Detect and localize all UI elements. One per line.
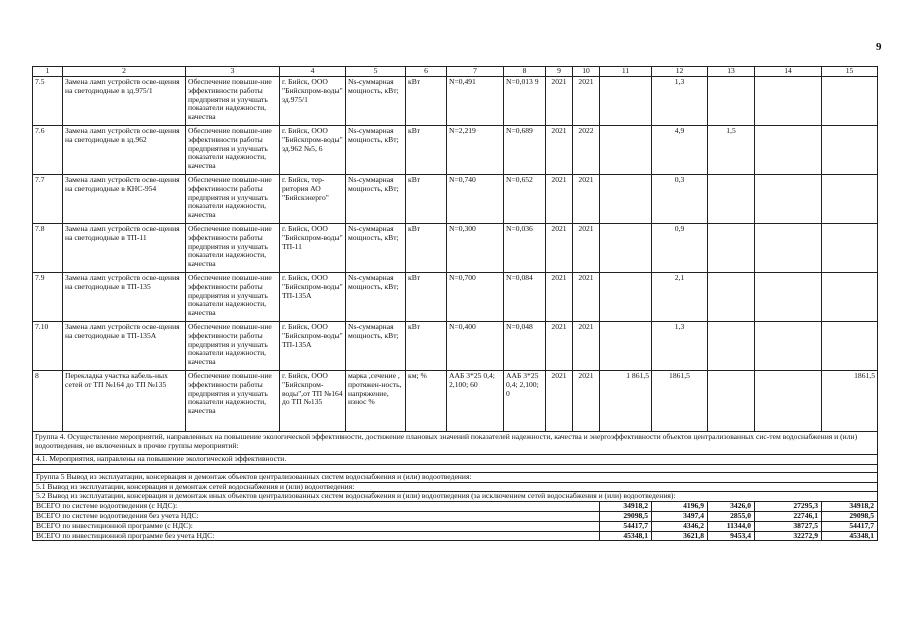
unit: кВт (406, 77, 447, 126)
value-before: N=0,491 (447, 77, 504, 126)
cost-year-1: 1861,5 (652, 371, 708, 432)
total-col-11: 29098,5 (600, 511, 652, 521)
total-col-13: 9453,4 (708, 531, 755, 541)
table-row (33, 175, 878, 224)
column-number-14: 14 (755, 67, 822, 77)
column-number-13: 13 (708, 67, 755, 77)
column-number-4: 4 (280, 67, 346, 77)
end-year: 2021 (573, 273, 600, 322)
cost-year-3 (755, 126, 822, 175)
table-row (33, 77, 878, 126)
start-year: 2021 (546, 273, 573, 322)
value-before: N=0,300 (447, 224, 504, 273)
location: г. Бийск, ООО "Бийскпром-воды" ТП-11 (280, 224, 346, 273)
end-year: 2021 (573, 77, 600, 126)
total-col-13: 2855,0 (708, 511, 755, 521)
total-label: ВСЕГО по системе водоотведения без учета НДС: (33, 511, 600, 521)
value-after: N=0,084 (504, 273, 546, 322)
column-number-9: 9 (546, 67, 573, 77)
start-year: 2021 (546, 126, 573, 175)
measure-name: Перекладка участка кабель-ных сетей от ТП №164 до ТП №135 (63, 371, 186, 432)
end-year: 2022 (573, 126, 600, 175)
measure-goal: Обеспечение повыше-ние эффективности работы предприятия и улучшать показатели надежности, качества (186, 273, 280, 322)
cost-year-1: 0,3 (652, 175, 708, 224)
cost-year-3 (755, 224, 822, 273)
column-number-7: 7 (447, 67, 504, 77)
blank-row (33, 464, 878, 472)
location: г. Бийск, тер-ритория АО "Бийскэнерго" (280, 175, 346, 224)
start-year: 2021 (546, 322, 573, 371)
measure-name: Замена ламп устройств осве-щения на светодиодные в ТП-135 (63, 273, 186, 322)
unit: кВт (406, 224, 447, 273)
total-col-15: 29098,5 (822, 511, 878, 521)
cost-year-2 (708, 224, 755, 273)
group-5-heading (33, 472, 878, 482)
value-before: N=2,219 (447, 126, 504, 175)
unit: кВт (406, 273, 447, 322)
column-number-15: 15 (822, 67, 878, 77)
end-year: 2021 (573, 371, 600, 432)
measure-goal: Обеспечение повыше-ние эффективности работы предприятия и улучшать показатели надежности, качества (186, 371, 280, 432)
value-before: N=0,700 (447, 273, 504, 322)
total-col-13: 11344,0 (708, 521, 755, 531)
total-row (33, 502, 878, 512)
cost-year-3 (755, 322, 822, 371)
section-5-1-text: 5.1 Вывод из эксплуатации, консервация и демонтаж сетей водоснабжения и (или) водоотведения: (33, 482, 878, 492)
cost-total (600, 322, 652, 371)
cost-col-15 (822, 175, 878, 224)
cost-year-3 (755, 273, 822, 322)
value-before: N=0,400 (447, 322, 504, 371)
cost-year-3 (755, 77, 822, 126)
item-number: 7.10 (33, 322, 63, 371)
total-col-11: 45348,1 (600, 531, 652, 541)
cost-col-15: 1861,5 (822, 371, 878, 432)
parameter: Ns-суммарная мощность, кВт; (346, 77, 406, 126)
table-row (33, 126, 878, 175)
end-year: 2021 (573, 322, 600, 371)
cost-year-1: 2,1 (652, 273, 708, 322)
parameter: Ns-суммарная мощность, кВт; (346, 224, 406, 273)
value-before: N=0,740 (447, 175, 504, 224)
section-5-2-text: 5.2 Вывод из эксплуатации, консервация и демонтаж иных объектов централизованных систем водоснабжения и (или) водоотведения (за исключением сетей водоснабжения и (или) водоотведения): (33, 492, 878, 502)
column-number-3: 3 (186, 67, 280, 77)
blank-row-text (33, 464, 878, 472)
cost-col-15 (822, 322, 878, 371)
measure-name: Замена ламп устройств осве-щения на светодиодные в ТП-11 (63, 224, 186, 273)
group-4-heading-text: Группа 4. Осуществление мероприятий, направленных на повышение экологической эффективности, достижение плановых значений показателей надежности, качества и энергоэффективности объектов централизованных сис-тем водоснабжения и (или) водоотведения, не включенных в прочие группы мероприятий: (33, 432, 878, 455)
column-number-5: 5 (346, 67, 406, 77)
total-row (33, 521, 878, 531)
cost-year-1: 1,3 (652, 322, 708, 371)
location: г. Бийск, ООО "Бийскпром-воды" ТП-135А (280, 322, 346, 371)
table-row (33, 273, 878, 322)
cost-total (600, 126, 652, 175)
total-label: ВСЕГО по системе водоотведения (с НДС): (33, 502, 600, 512)
unit: км; % (406, 371, 447, 432)
start-year: 2021 (546, 175, 573, 224)
cost-year-2 (708, 371, 755, 432)
end-year: 2021 (573, 175, 600, 224)
total-label: ВСЕГО по инвестиционной программе без учета НДС: (33, 531, 600, 541)
start-year: 2021 (546, 371, 573, 432)
cost-year-3 (755, 175, 822, 224)
column-number-11: 11 (600, 67, 652, 77)
cost-total (600, 77, 652, 126)
value-after: N=0,036 (504, 224, 546, 273)
column-number-8: 8 (504, 67, 546, 77)
column-number-10: 10 (573, 67, 600, 77)
total-col-14: 32272,9 (755, 531, 822, 541)
total-col-12: 3621,8 (652, 531, 708, 541)
parameter: Ns-суммарная мощность, кВт; (346, 322, 406, 371)
group-5-heading-text: Группа 5 Вывод из эксплуатации, консервация и демонтаж объектов централизованных систем водоснабжения и (или) водоотведения: (33, 472, 878, 482)
cost-total (600, 175, 652, 224)
measure-goal: Обеспечение повыше-ние эффективности работы предприятия и улучшать показатели надежности, качества (186, 175, 280, 224)
location: г. Бийск, ООО "Бийскпром-воды" ТП-135А (280, 273, 346, 322)
total-col-15: 45348,1 (822, 531, 878, 541)
measure-goal: Обеспечение повыше-ние эффективности работы предприятия и улучшать показатели надежности, качества (186, 126, 280, 175)
parameter: Ns-суммарная мощность, кВт; (346, 126, 406, 175)
cost-year-2 (708, 175, 755, 224)
measure-name: Замена ламп устройств осве-щения на светодиодные в зд.975/1 (63, 77, 186, 126)
investment-program-table (32, 66, 878, 541)
measure-goal: Обеспечение повыше-ние эффективности работы предприятия и улучшать показатели надежности, качества (186, 322, 280, 371)
total-col-12: 3497,4 (652, 511, 708, 521)
measure-name: Замена ламп устройств осве-щения на светодиодные в ТП-135А (63, 322, 186, 371)
measure-name: Замена ламп устройств осве-щения на светодиодные в зд.962 (63, 126, 186, 175)
total-row (33, 511, 878, 521)
total-col-15: 34918,2 (822, 502, 878, 512)
value-before: ААБ 3*25 0,4; 2,100; 60 (447, 371, 504, 432)
value-after: ААБ 3*25 0,4; 2,100; 0 (504, 371, 546, 432)
start-year: 2021 (546, 77, 573, 126)
total-col-11: 54417,7 (600, 521, 652, 531)
item-number: 7.9 (33, 273, 63, 322)
section-4-1 (33, 455, 878, 465)
unit: кВт (406, 126, 447, 175)
cost-col-15 (822, 126, 878, 175)
cost-total (600, 273, 652, 322)
item-number: 7.8 (33, 224, 63, 273)
location: г. Бийск, ООО "Бийскпром-воды" зд.975/1 (280, 77, 346, 126)
section-4-1-text: 4.1. Мероприятия, направлены на повышение экологической эффективности. (33, 455, 878, 465)
total-row (33, 531, 878, 541)
cost-year-2: 1,5 (708, 126, 755, 175)
unit: кВт (406, 322, 447, 371)
unit: кВт (406, 175, 447, 224)
total-col-14: 27295,3 (755, 502, 822, 512)
total-col-14: 22746,1 (755, 511, 822, 521)
cost-year-1: 4,9 (652, 126, 708, 175)
total-col-14: 38727,5 (755, 521, 822, 531)
column-number-row (33, 67, 878, 77)
cost-total (600, 224, 652, 273)
item-number: 8 (33, 371, 63, 432)
table-row (33, 322, 878, 371)
measure-name: Замена ламп устройств осве-щения на светодиодные в КНС-954 (63, 175, 186, 224)
cost-year-1: 1,3 (652, 77, 708, 126)
item-number: 7.7 (33, 175, 63, 224)
section-5-2 (33, 492, 878, 502)
page-number: 9 (876, 41, 882, 53)
location: г. Бийск, ООО "Бийскпром-воды" зд.962 №5, 6 (280, 126, 346, 175)
start-year: 2021 (546, 224, 573, 273)
cost-col-15 (822, 224, 878, 273)
cost-total: 1 861,5 (600, 371, 652, 432)
column-number-2: 2 (63, 67, 186, 77)
cost-col-15 (822, 77, 878, 126)
cost-year-2 (708, 273, 755, 322)
total-label: ВСЕГО по инвестиционной программе (с НДС): (33, 521, 600, 531)
location: г. Бийск, ООО "Бийскпром-воды",от ТП №164 до ТП №135 (280, 371, 346, 432)
value-after: N=0,652 (504, 175, 546, 224)
column-number-12: 12 (652, 67, 708, 77)
parameter: марка ,сечение , протяжен-ность, напряжение, износ % (346, 371, 406, 432)
total-col-15: 54417,7 (822, 521, 878, 531)
item-number: 7.6 (33, 126, 63, 175)
total-col-12: 4196,9 (652, 502, 708, 512)
value-after: N=0,048 (504, 322, 546, 371)
measure-goal: Обеспечение повыше-ние эффективности работы предприятия и улучшать показатели надежности, качества (186, 224, 280, 273)
total-col-12: 4346,2 (652, 521, 708, 531)
cost-year-3 (755, 371, 822, 432)
total-col-11: 34918,2 (600, 502, 652, 512)
table-row (33, 224, 878, 273)
section-5-1 (33, 482, 878, 492)
column-number-6: 6 (406, 67, 447, 77)
total-col-13: 3426,0 (708, 502, 755, 512)
cost-year-1: 0,9 (652, 224, 708, 273)
parameter: Ns-суммарная мощность, кВт; (346, 175, 406, 224)
table-row (33, 371, 878, 432)
group-4-heading (33, 432, 878, 455)
cost-col-15 (822, 273, 878, 322)
measure-goal: Обеспечение повыше-ние эффективности работы предприятия и улучшать показатели надежности, качества (186, 77, 280, 126)
item-number: 7.5 (33, 77, 63, 126)
cost-year-2 (708, 322, 755, 371)
end-year: 2021 (573, 224, 600, 273)
value-after: N=0,689 (504, 126, 546, 175)
column-number-1: 1 (33, 67, 63, 77)
value-after: N=0,013 9 (504, 77, 546, 126)
cost-year-2 (708, 77, 755, 126)
parameter: Ns-суммарная мощность, кВт; (346, 273, 406, 322)
